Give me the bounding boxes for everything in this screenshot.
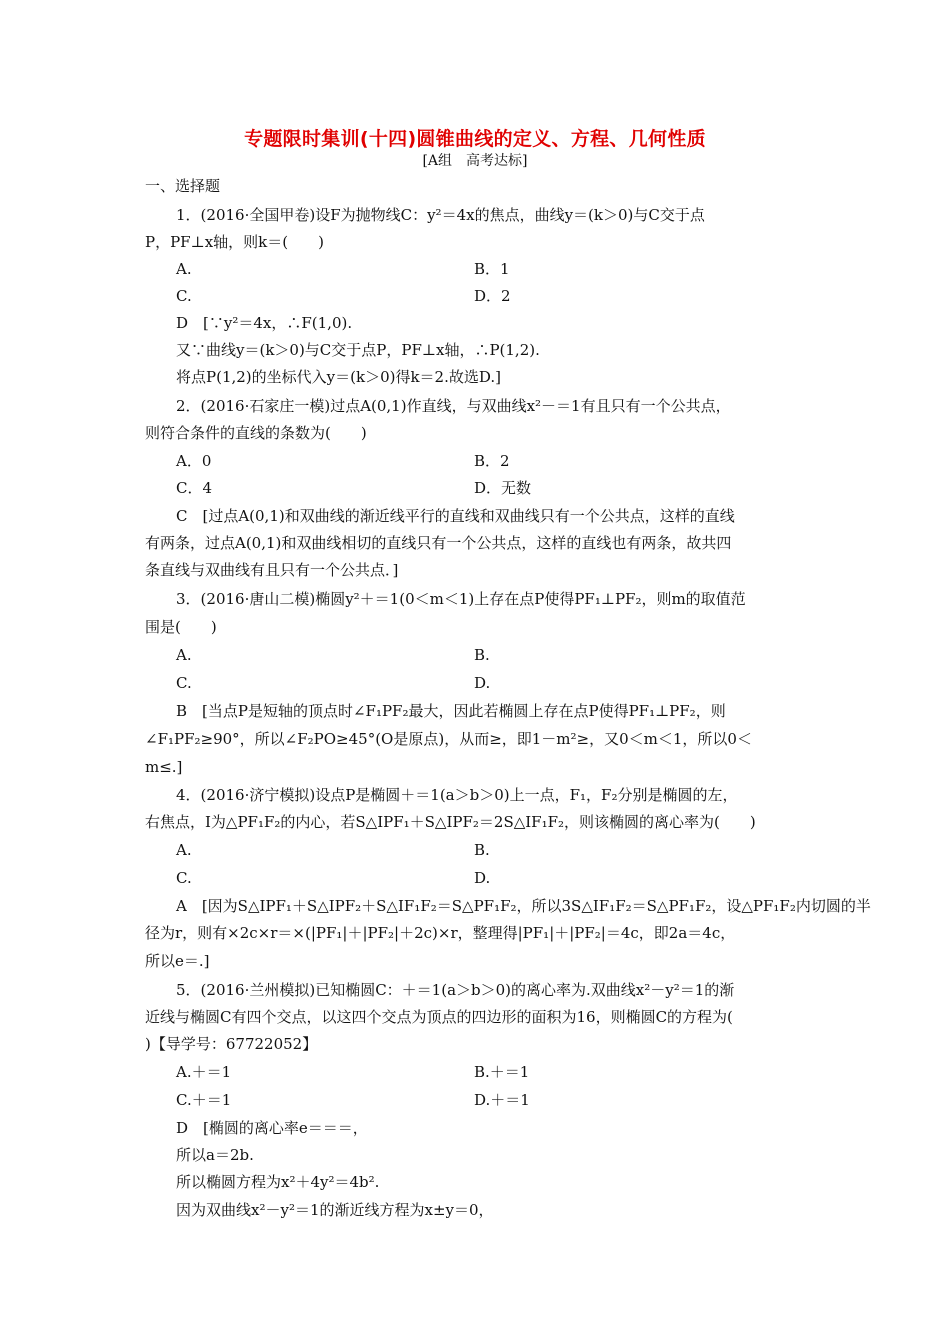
q2-option-d: D．无数 bbox=[474, 479, 532, 497]
q1-option-d: D．2 bbox=[474, 287, 511, 305]
q3-option-b: B. bbox=[474, 646, 490, 664]
q4-stem-line1: 4．(2016·济宁模拟)设点P是椭圆＋＝1(a＞b＞0)上一点，F₁，F₂分别是椭圆的左， bbox=[176, 786, 738, 804]
section-heading: 一、选择题 bbox=[145, 177, 221, 195]
q4-option-c: C. bbox=[176, 869, 192, 887]
q2-option-a: A．0 bbox=[176, 452, 212, 470]
q3-stem-line2: 围是( ) bbox=[145, 618, 217, 636]
q1-option-c: C. bbox=[176, 287, 192, 305]
q3-option-c: C. bbox=[176, 674, 192, 692]
q3-answer-line1: B [当点P是短轴的顶点时∠F₁PF₂最大，因此若椭圆上存在点P使得PF₁⊥PF₂，则 bbox=[176, 702, 726, 720]
q5-stem-line1: 5．(2016·兰州模拟)已知椭圆C：＋＝1(a＞b＞0)的离心率为.双曲线x²－y²＝1的渐 bbox=[176, 981, 735, 999]
page-subtitle: [A组 高考达标] bbox=[422, 153, 528, 169]
q3-stem-line1: 3．(2016·唐山二模)椭圆y²＋＝1(0＜m＜1)上存在点P使得PF₁⊥PF₂，则m的取值范 bbox=[176, 590, 746, 608]
q4-answer-line2: 径为r，则有×2c×r＝×(|PF₁|＋|PF₂|＋2c)×r，整理得|PF₁|＋|PF₂|＝4c，即2a＝4c， bbox=[145, 924, 736, 942]
q1-option-b: B．1 bbox=[474, 260, 510, 278]
q1-answer-line3: 将点P(1,2)的坐标代入y＝(k＞0)得k＝2.故选D.] bbox=[176, 368, 501, 386]
q4-option-d: D. bbox=[474, 869, 491, 887]
q5-option-d: D.＋＝1 bbox=[474, 1091, 530, 1109]
q3-answer-line2: ∠F₁PF₂≥90°，所以∠F₂PO≥45°(O是原点)，从而≥，即1－m²≥，又0＜m＜1，所以0＜ bbox=[145, 730, 752, 748]
q2-stem-line2: 则符合条件的直线的条数为( ) bbox=[145, 424, 367, 442]
q1-stem-line1: 1．(2016·全国甲卷)设F为抛物线C：y²＝4x的焦点，曲线y＝(k＞0)与C交于点 bbox=[176, 206, 705, 224]
q3-option-a: A. bbox=[176, 646, 192, 664]
q1-stem-line2: P，PF⊥x轴，则k＝( ) bbox=[145, 233, 324, 251]
q4-answer-line1: A [因为S△IPF₁＋S△IPF₂＋S△IF₁F₂＝S△PF₁F₂，所以3S△IF₁F₂＝S△PF₁F₂，设△PF₁F₂内切圆的半 bbox=[176, 897, 871, 915]
q4-option-b: B. bbox=[474, 841, 490, 859]
q4-option-a: A. bbox=[176, 841, 192, 859]
q2-answer-line1: C [过点A(0,1)和双曲线的渐近线平行的直线和双曲线只有一个公共点，这样的直线 bbox=[176, 507, 735, 525]
q2-option-b: B．2 bbox=[474, 452, 510, 470]
q5-option-b: B.＋＝1 bbox=[474, 1063, 530, 1081]
q4-answer-line3: 所以e＝.] bbox=[145, 952, 210, 970]
q2-stem-line1: 2．(2016·石家庄一模)过点A(0,1)作直线，与双曲线x²－＝1有且只有一个公共点， bbox=[176, 397, 731, 415]
q1-option-a: A. bbox=[176, 260, 192, 278]
q5-answer-line2: 所以a＝2b. bbox=[176, 1146, 254, 1164]
page-title: 专题限时集训(十四)圆锥曲线的定义、方程、几何性质 bbox=[244, 128, 706, 150]
q3-option-d: D. bbox=[474, 674, 491, 692]
q5-option-c: C.＋＝1 bbox=[176, 1091, 232, 1109]
q1-answer-line1: D [∵y²＝4x，∴F(1,0). bbox=[176, 314, 353, 332]
q5-option-a: A.＋＝1 bbox=[176, 1063, 232, 1081]
q2-answer-line2: 有两条，过点A(0,1)和双曲线相切的直线只有一个公共点，这样的直线也有两条，故共四 bbox=[145, 534, 732, 552]
q2-option-c: C．4 bbox=[176, 479, 213, 497]
q2-answer-line3: 条直线与双曲线有且只有一个公共点．] bbox=[145, 561, 399, 579]
q5-answer-line1: D [椭圆的离心率e＝＝＝， bbox=[176, 1119, 368, 1137]
q5-answer-line4: 因为双曲线x²－y²＝1的渐近线方程为x±y＝0， bbox=[176, 1201, 494, 1219]
q5-stem-line3: )【导学号：67722052】 bbox=[145, 1035, 318, 1053]
q5-answer-line3: 所以椭圆方程为x²＋4y²＝4b². bbox=[176, 1173, 380, 1191]
q3-answer-line3: m≤.] bbox=[145, 758, 183, 776]
q5-stem-line2: 近线与椭圆C有四个交点，以这四个交点为顶点的四边形的面积为16，则椭圆C的方程为( bbox=[145, 1008, 733, 1026]
q4-stem-line2: 右焦点，I为△PF₁F₂的内心，若S△IPF₁＋S△IPF₂＝2S△IF₁F₂，则该椭圆的离心率为( ) bbox=[145, 813, 756, 831]
q1-answer-line2: 又∵曲线y＝(k＞0)与C交于点P，PF⊥x轴，∴P(1,2). bbox=[176, 341, 540, 359]
